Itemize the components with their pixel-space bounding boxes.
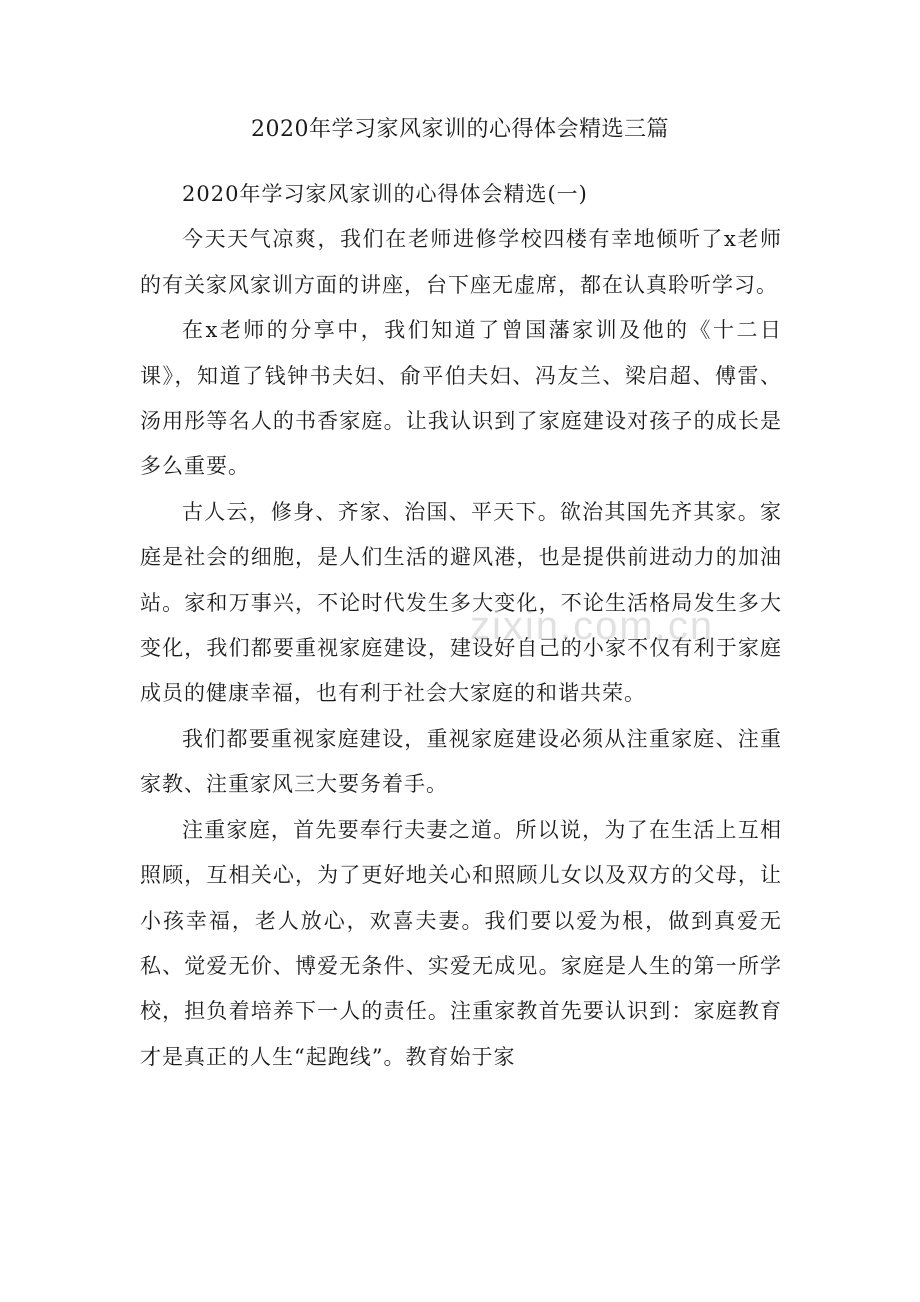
paragraph: 古人云，修身、齐家、治国、平天下。欲治其国先齐其家。家庭是社会的细胞，是人们生活的避风港，也是提供前进动力的加油站。家和万事兴，不论时代发生多大变化，不论生活格局发生多大变化，我们都要重视家庭建设，建设好自己的小家不仅有利于家庭成员的健康幸福，也有利于社会大家庭的和谐共荣。 [140,499,782,706]
document-body [140,172,782,1080]
section-heading: 2020年学习家风家训的心得体会精选(一) [182,182,588,206]
paragraph: 注重家庭，首先要奉行夫妻之道。所以说，为了在生活上互相照顾，互相关心，为了更好地关心和照顾儿女以及双方的父母，让小孩幸福，老人放心，欢喜夫妻。我们要以爱为根，做到真爱无私、觉爱无价、博爱无条件、实爱无成见。家庭是人生的第一所学校，担负着培养下一人的责任。注重家教首先要认识到：家庭教育才是真正的人生“起跑线”。教育始于家 [140,817,782,1069]
paragraph: 在x老师的分享中，我们知道了曾国藩家训及他的《十二日课》，知道了钱钟书夫妇、俞平伯夫妇、冯友兰、梁启超、傅雷、汤用彤等名人的书香家庭。让我认识到了家庭建设对孩子的成长是多么重要。 [140,318,782,479]
document-title: 2020年学习家风家训的心得体会精选三篇 [251,117,669,142]
watermark: zixin.com.cn [470,604,715,648]
paragraph: 我们都要重视家庭建设，重视家庭建设必须从注重家庭、注重家教、注重家风三大要务着手。 [140,726,782,797]
paragraph: 今天天气凉爽，我们在老师进修学校四楼有幸地倾听了x老师的有关家风家训方面的讲座，台下座无虚席，都在认真聆听学习。 [140,227,782,297]
